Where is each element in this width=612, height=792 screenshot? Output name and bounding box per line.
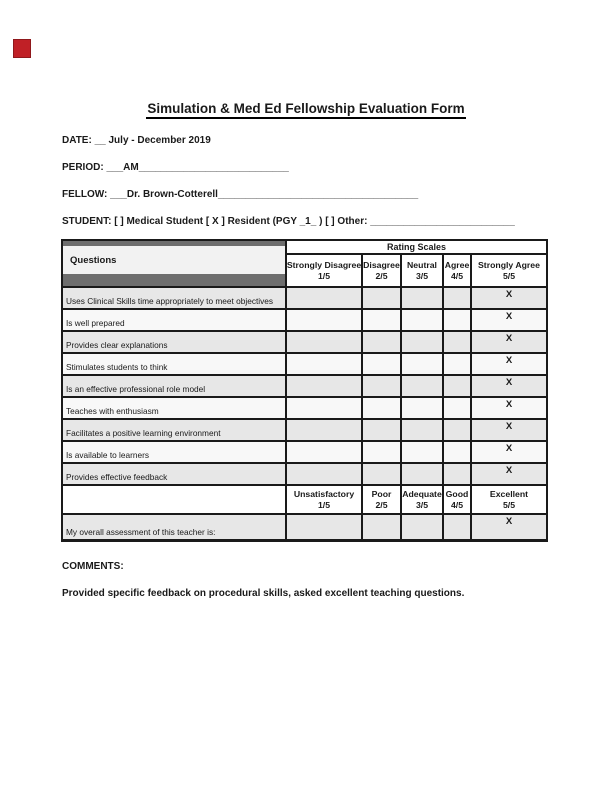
questions-header-cell xyxy=(63,241,285,286)
student-value: [ ] Medical Student [ X ] Resident (PGY _1_ ) [ ] Other: __________________________ xyxy=(114,216,515,227)
scale-label: Excellent xyxy=(489,488,529,499)
comments-label: COMMENTS: xyxy=(62,561,124,572)
question-cell: Is an effective professional role model xyxy=(63,376,285,396)
rating-cell xyxy=(402,464,442,484)
rating-cell xyxy=(287,420,361,440)
scale-fraction: 3/5 xyxy=(415,270,429,281)
rating-cell xyxy=(402,288,442,308)
x-mark: X xyxy=(505,465,513,476)
rating-cell xyxy=(287,442,361,462)
form-title: Simulation & Med Ed Fellowship Evaluation Form xyxy=(146,101,465,119)
field-line-student xyxy=(62,216,515,227)
overall-question-cell: My overall assessment of this teacher is: xyxy=(63,515,285,539)
student-label: STUDENT: xyxy=(62,216,112,227)
rating-cell xyxy=(444,398,470,418)
rating-cell xyxy=(363,332,400,352)
rating-cell xyxy=(402,310,442,330)
rating-cell-marked xyxy=(472,288,546,308)
scale-label: Neutral xyxy=(407,259,437,270)
scale-header-excellent xyxy=(472,486,546,513)
rating-cell xyxy=(363,376,400,396)
rating-cell xyxy=(402,376,442,396)
rating-cell xyxy=(402,354,442,374)
scale-header-good xyxy=(444,486,470,513)
question-cell: Uses Clinical Skills time appropriately to meet objectives xyxy=(63,288,285,308)
scale-label: Unsatisfactory xyxy=(293,488,355,499)
rating-cell xyxy=(287,398,361,418)
scale-fraction: 1/5 xyxy=(317,270,331,281)
title-row xyxy=(0,100,612,119)
rating-cell xyxy=(402,442,442,462)
scale-header-strongly-disagree xyxy=(287,255,361,286)
rating-cell xyxy=(363,464,400,484)
date-value: __ July - December 2019 xyxy=(94,135,211,146)
scale-label: Disagree xyxy=(363,259,400,270)
rating-cell xyxy=(444,442,470,462)
question-cell: Facilitates a positive learning environment xyxy=(63,420,285,440)
rating-cell xyxy=(287,464,361,484)
scale-label: Good xyxy=(445,488,469,499)
x-mark: X xyxy=(505,399,513,410)
question-cell: Teaches with enthusiasm xyxy=(63,398,285,418)
evaluation-table xyxy=(61,239,548,542)
rating-cell xyxy=(363,515,400,539)
scale-label: Strongly Disagree xyxy=(287,259,361,270)
scale-fraction: 1/5 xyxy=(317,499,331,510)
date-label: DATE: xyxy=(62,135,92,146)
rating-cell xyxy=(444,376,470,396)
x-mark: X xyxy=(505,421,513,432)
x-mark: X xyxy=(505,377,513,388)
x-mark: X xyxy=(505,333,513,344)
rating-cell-marked xyxy=(472,464,546,484)
scale-header-agree xyxy=(444,255,470,286)
field-line-fellow xyxy=(62,189,418,200)
x-mark: X xyxy=(505,516,513,527)
rating-cell xyxy=(444,310,470,330)
rating-cell xyxy=(363,442,400,462)
rating-cell xyxy=(363,354,400,374)
x-mark: X xyxy=(505,311,513,322)
rating-cell-marked xyxy=(472,310,546,330)
rating-cell-marked xyxy=(472,442,546,462)
scale-header-unsatisfactory xyxy=(287,486,361,513)
rating-cell xyxy=(287,288,361,308)
scale-fraction: 2/5 xyxy=(375,499,388,510)
scale-label: Poor xyxy=(371,488,392,499)
rating-cell xyxy=(444,354,470,374)
rating-cell xyxy=(402,420,442,440)
field-line-date xyxy=(62,135,211,146)
rating-cell xyxy=(444,515,470,539)
scale-header-poor xyxy=(363,486,400,513)
x-mark: X xyxy=(505,443,513,454)
rating-cell xyxy=(287,515,361,539)
rating-cell-marked xyxy=(472,332,546,352)
scale-label: Adequate xyxy=(402,488,442,499)
rating-cell xyxy=(444,420,470,440)
scale-fraction: 5/5 xyxy=(502,270,516,281)
question-cell: Is well prepared xyxy=(63,310,285,330)
rating-cell-marked xyxy=(472,354,546,374)
rating-cell xyxy=(287,376,361,396)
scale-header-strongly-agree xyxy=(472,255,546,286)
question-cell: Provides effective feedback xyxy=(63,464,285,484)
rating-cell xyxy=(444,332,470,352)
scale-header-adequate xyxy=(402,486,442,513)
fellow-label: FELLOW: xyxy=(62,189,108,200)
question-cell: Is available to learners xyxy=(63,442,285,462)
rating-cell xyxy=(402,515,442,539)
scale-fraction: 3/5 xyxy=(415,499,429,510)
rating-cell xyxy=(363,288,400,308)
fellow-value: ___Dr. Brown-Cotterell____________________________________ xyxy=(110,189,419,200)
missing-image-placeholder-icon xyxy=(13,39,31,58)
scale-header-disagree xyxy=(363,255,400,286)
period-label: PERIOD: xyxy=(62,162,104,173)
scale-label: Strongly Agree xyxy=(478,259,540,270)
scale-fraction: 2/5 xyxy=(375,270,388,281)
scale-header-neutral xyxy=(402,255,442,286)
period-value: ___AM___________________________ xyxy=(106,162,289,173)
rating-cell xyxy=(444,288,470,308)
rating-cell xyxy=(363,310,400,330)
rating-cell-marked xyxy=(472,376,546,396)
field-line-period xyxy=(62,162,289,173)
rating-cell xyxy=(363,398,400,418)
scale-fraction: 4/5 xyxy=(450,499,464,510)
rating-scales-header-cell: Rating Scales xyxy=(287,241,546,253)
x-mark: X xyxy=(505,355,513,366)
rating-cell-marked xyxy=(472,515,546,539)
rating-cell xyxy=(287,354,361,374)
x-mark: X xyxy=(505,289,513,300)
scale-fraction: 4/5 xyxy=(450,270,464,281)
scale-fraction: 5/5 xyxy=(502,499,516,510)
rating-cell xyxy=(287,310,361,330)
empty-header-cell xyxy=(63,486,285,513)
question-cell: Provides clear explanations xyxy=(63,332,285,352)
rating-cell xyxy=(444,464,470,484)
rating-cell-marked xyxy=(472,420,546,440)
question-cell: Stimulates students to think xyxy=(63,354,285,374)
rating-cell-marked xyxy=(472,398,546,418)
rating-cell xyxy=(363,420,400,440)
rating-cell xyxy=(287,332,361,352)
questions-header-label: Questions xyxy=(63,246,285,274)
rating-cell xyxy=(402,398,442,418)
comments-text: Provided specific feedback on procedural skills, asked excellent teaching questions. xyxy=(62,588,465,599)
scale-label: Agree xyxy=(444,259,470,270)
rating-cell xyxy=(402,332,442,352)
